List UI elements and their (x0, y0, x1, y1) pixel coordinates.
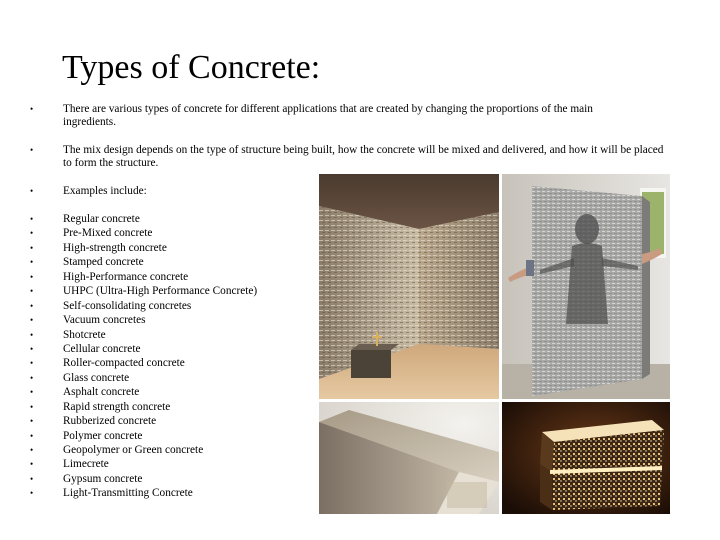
example-label: Rubberized concrete (63, 415, 157, 428)
example-item (30, 300, 257, 314)
intro-text: There are various types of concrete for different applications that are created by changing the proportions of the main ingredients. (63, 103, 593, 128)
example-label: Shotcrete (63, 328, 106, 341)
examples-list (30, 213, 257, 502)
example-item (30, 357, 257, 371)
example-item (30, 444, 257, 458)
bullet-marker: • (30, 257, 34, 268)
bullet-marker: • (30, 186, 34, 196)
example-label: Limecrete (63, 458, 109, 471)
example-label: Pre-Mixed concrete (63, 227, 153, 240)
example-label: Asphalt concrete (63, 386, 140, 399)
bullet-marker: • (30, 459, 34, 470)
chapel-interior-photo (319, 174, 499, 399)
examples-heading-text: Examples include: (63, 185, 147, 197)
glowing-cubes-photo (502, 402, 670, 514)
example-item (30, 242, 257, 256)
mix-design-text: The mix design depends on the type of structure being built, how the concrete will be mixed and delivered, and how it will be placed to form the structure. (63, 144, 664, 169)
example-label: Rapid strength concrete (63, 400, 171, 413)
bullet-marker: • (30, 372, 34, 383)
intro-paragraph (30, 103, 640, 129)
bullet-marker: • (30, 315, 34, 326)
example-item (30, 401, 257, 415)
example-label: Stamped concrete (63, 256, 144, 269)
example-item (30, 256, 257, 270)
example-label: Roller-compacted concrete (63, 357, 185, 370)
bullet-marker: • (30, 228, 34, 239)
bullet-marker: • (30, 271, 34, 282)
example-item (30, 227, 257, 241)
example-item (30, 430, 257, 444)
example-label: Cellular concrete (63, 342, 141, 355)
example-item (30, 314, 257, 328)
bullet-marker: • (30, 358, 34, 369)
example-item (30, 271, 257, 285)
mix-design-paragraph (30, 144, 670, 170)
bullet-marker: • (30, 286, 34, 297)
concrete-block-photo (319, 402, 499, 514)
example-label: Geopolymer or Green concrete (63, 444, 204, 456)
example-item (30, 473, 257, 487)
example-item (30, 343, 257, 357)
example-label: High-Performance concrete (63, 270, 189, 283)
example-label: Vacuum concretes (63, 314, 146, 327)
bullet-marker: • (30, 329, 34, 340)
bullet-marker: • (30, 445, 34, 455)
bullet-marker: • (30, 104, 34, 114)
example-item (30, 386, 257, 400)
slide-title: Types of Concrete: (62, 49, 321, 86)
example-label: UHPC (Ultra-High Performance Concrete) (63, 285, 258, 298)
example-item (30, 458, 257, 472)
example-item (30, 372, 257, 386)
bullet-marker: • (30, 214, 34, 224)
example-label: Gypsum concrete (63, 472, 143, 485)
bullet-marker: • (30, 300, 34, 311)
bullet-marker: • (30, 430, 34, 441)
example-item (30, 415, 257, 429)
example-label: Polymer concrete (63, 429, 143, 442)
bullet-marker: • (30, 488, 34, 499)
example-item (30, 329, 257, 343)
example-item (30, 285, 257, 299)
example-item (30, 487, 257, 501)
bullet-marker: • (30, 387, 34, 398)
example-label: Self-consolidating concretes (63, 299, 192, 312)
bullet-marker: • (30, 416, 34, 427)
bullet-marker: • (30, 242, 34, 253)
example-label: Regular concrete (63, 213, 140, 225)
bullet-marker: • (30, 145, 34, 155)
examples-heading (30, 185, 147, 198)
bullet-marker: • (30, 473, 34, 484)
bullet-marker: • (30, 401, 34, 412)
bullet-marker: • (30, 343, 34, 354)
translucent-wall-photo (502, 174, 670, 399)
example-label: High-strength concrete (63, 241, 167, 254)
example-item (30, 213, 257, 227)
example-label: Light-Transmitting Concrete (63, 487, 193, 500)
example-label: Glass concrete (63, 371, 130, 384)
